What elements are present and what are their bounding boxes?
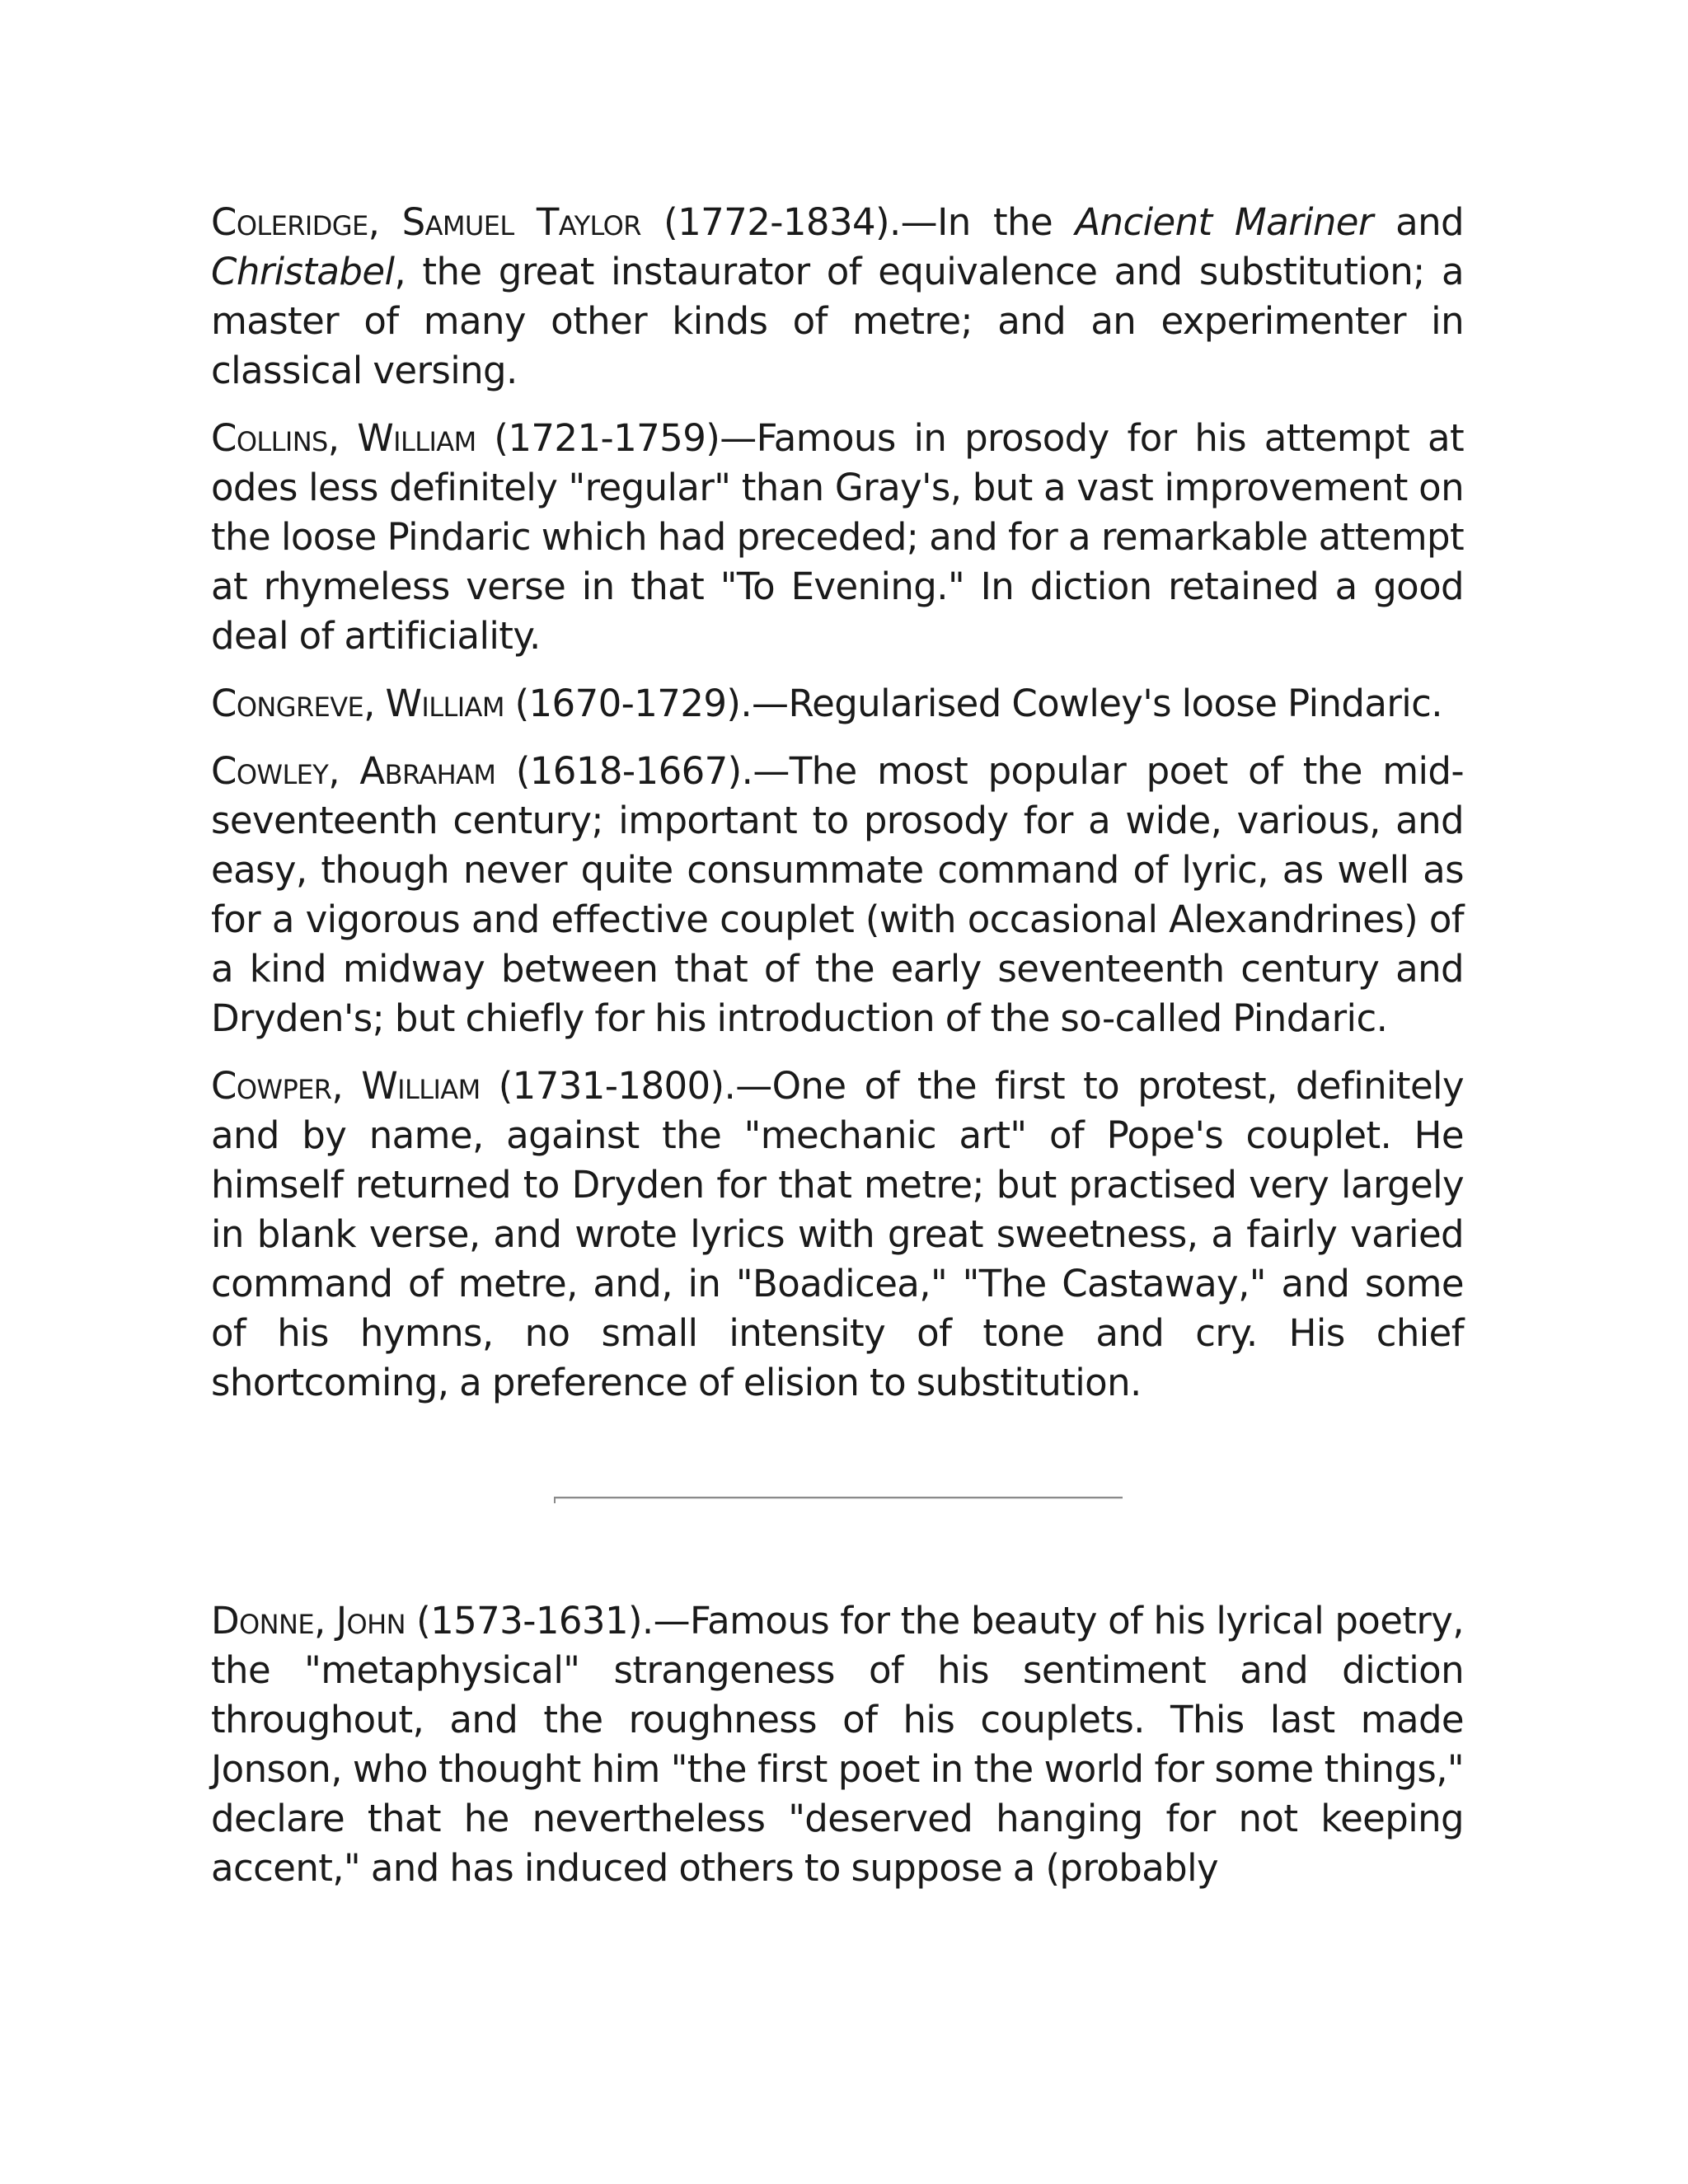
entry-surname: Donne: [211, 1599, 314, 1643]
entry-coleridge: Coleridge, Samuel Taylor (1772-1834).—In the Ancient Mariner and Christabel, the great instaurator of equivalence and substitution; a master of many other kinds of metre; and an experimenter in classical versing.: [211, 200, 1464, 392]
glossary-section-c: [211, 198, 1464, 1426]
work-title-ancient-mariner: Ancient Mariner: [1075, 200, 1373, 244]
entry-text: (1721-1759)—Famous in prosody for his attempt at odes less definitely "regular" than Gray's, but a vast improvement on the loose Pindaric which had preceded; and for a remarkable attempt at rhymeless verse in that "To Evening." In diction retained a good deal of artificiality.: [211, 416, 1464, 658]
entry-given-name: John: [335, 1599, 406, 1643]
entry-given-name: William: [385, 682, 504, 725]
entry-given-name: Abraham: [359, 749, 496, 793]
entry-given-name: William: [357, 416, 476, 460]
work-title-christabel: Christabel: [211, 250, 395, 293]
entry-cowper: Cowper, William (1731-1800).—One of the first to protest, definitely and by name, against the "mechanic art" of Pope's couplet. He himself returned to Dryden for that metre; but practised very largely in blank verse, and wrote lyrics with great sweetness, a fairly varied command of metre, and, in "Boadicea," "The Castaway," and some of his hymns, no small intensity of tone and cry. His chief shortcoming, a preference of elision to substitution.: [211, 1064, 1464, 1404]
entry-donne: Donne, John (1573-1631).—Famous for the beauty of his lyrical poetry, the "metaphysical" strangeness of his sentiment and diction throughout, and the roughness of his couplets. This last made Jonson, who thought him "the first poet in the world for some things," declare that he nevertheless "deserved hanging for not keeping accent," and has induced others to suppose a (probably: [211, 1599, 1464, 1890]
section-divider: [554, 1497, 1123, 1499]
entry-text: (1573-1631).—Famous for the beauty of his lyrical poetry, the "metaphysical" strangeness of his sentiment and diction throughout, and the roughness of his couplets. This last made Jonson, who thought him "the first poet in the world for some things," declare that he nevertheless "deserved hanging for not keeping accent," and has induced others to suppose a (probably: [211, 1599, 1464, 1890]
entry-surname: Cowley: [211, 749, 329, 793]
entry-collins: Collins, William (1721-1759)—Famous in prosody for his attempt at odes less definitely "regular" than Gray's, but a vast improvement on the loose Pindaric which had preceded; and for a remarkable attempt at rhymeless verse in that "To Evening." In diction retained a good deal of artificiality.: [211, 416, 1464, 658]
entry-cowley: Cowley, Abraham (1618-1667).—The most popular poet of the mid-seventeenth century; important to prosody for a wide, various, and easy, though never quite consummate command of lyric, as well as for a vigorous and effective couplet (with occasional Alexandrines) of a kind midway between that of the early seventeenth century and Dryden's; but chiefly for his introduction of the so-called Pindaric.: [211, 749, 1464, 1040]
entry-surname: Collins: [211, 416, 328, 460]
entry-text: , the great instaurator of equivalence and substitution; a master of many other kinds of metre; and an experimenter in classical versing.: [211, 250, 1464, 392]
entry-text: (1670-1729).—Regularised Cowley's loose Pindaric.: [504, 682, 1443, 725]
entry-surname: Coleridge: [211, 200, 368, 244]
entry-surname: Congreve: [211, 682, 364, 725]
entry-given-name: Samuel Taylor: [401, 200, 641, 244]
entry-text: (1731-1800).—One of the first to protest, definitely and by name, against the "mechanic art" of Pope's couplet. He himself returned to Dryden for that metre; but practised very largely in blank verse, and wrote lyrics with great sweetness, a fairly varied command of metre, and, in "Boadicea," "The Castaway," and some of his hymns, no small intensity of tone and cry. His chief shortcoming, a preference of elision to substitution.: [211, 1064, 1464, 1404]
entry-dates: (1772-1834).—In the: [640, 200, 1076, 244]
entry-surname: Cowper: [211, 1064, 332, 1108]
glossary-section-d: [211, 1596, 1464, 1911]
entry-connector: and: [1372, 200, 1464, 244]
entry-congreve: Congreve, William (1670-1729).—Regularised Cowley's loose Pindaric.: [211, 682, 1443, 725]
entry-text: (1618-1667).—The most popular poet of the mid-seventeenth century; important to prosody for a wide, various, and easy, though never quite consummate command of lyric, as well as for a vigorous and effective couplet (with occasional Alexandrines) of a kind midway between that of the early seventeenth century and Dryden's; but chiefly for his introduction of the so-called Pindaric.: [211, 749, 1464, 1040]
entry-given-name: William: [361, 1064, 481, 1108]
